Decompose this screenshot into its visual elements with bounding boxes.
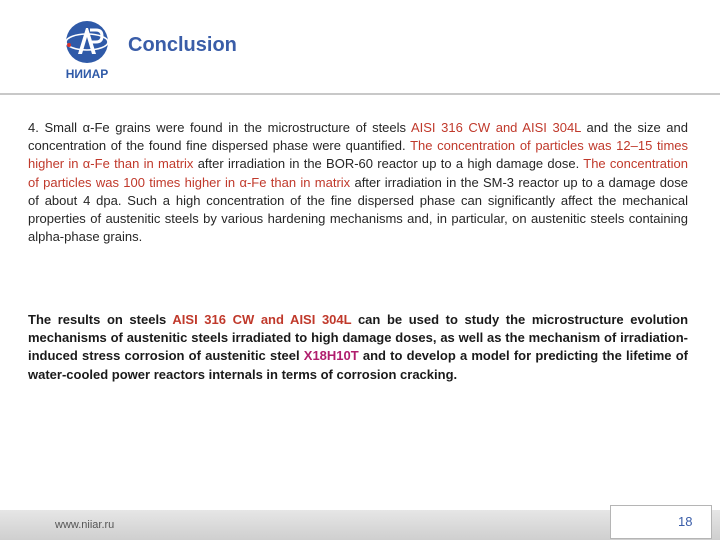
logo-caption: НИИАР [65,67,109,81]
highlight-text: X18H10T [303,348,359,364]
paragraph-1-text: after irradiation in the BOR-60 reactor up to a high damage dose. [193,156,584,172]
header-divider [0,93,720,95]
highlight-text: The concentration of particles was 100 times higher in α-Fe than in matrix [28,156,688,190]
paragraph-1-text: 4. Small [28,120,83,135]
niiar-logo [52,18,122,84]
highlight-text: AISI 316 CW and AISI 304L [172,312,352,327]
page-title: Conclusion [128,34,237,56]
paragraph-1 [28,119,688,246]
footer-url[interactable]: www.niiar.ru [55,519,115,531]
paragraph-2-text: The results on steels [28,312,173,327]
page-number: 18 [678,514,693,529]
paragraph-2-text: and to develop a model for predicting the lifetime of water-cooled power reactors internals in terms of corrosion cracking. [28,348,688,382]
paragraph-1-text: after irradiation in the SM-3 reactor up to a damage dose of about 4 dpa. Such a high concentration of the fine dispersed phase can significantly affect the mechanical properties of austenitic steels by various hardening mechanisms and, in particular, on austenitic steels containing alpha-phase grains. [28,174,688,245]
highlight-text: AISI 316 CW and AISI 304L [410,120,581,135]
paragraph-1-text: α-Fe grains were found in the microstructure of steels [82,120,411,135]
paragraph-2 [28,311,688,384]
niiar-emblem-icon [52,18,122,84]
paragraph-2-text: can be used to study the microstructure evolution mechanisms of austenitic steels irradiated to high damage doses, as well as the mechanism of irradiation-induced stress corrosion of austenitic steel [28,312,689,364]
paragraph-1-text: and the size and concentration of the found fine dispersed phase were quantified. [28,120,688,154]
page-number-box [610,505,712,539]
highlight-text: The concentration of particles was 12–15 times higher in α-Fe than in matrix [28,138,689,172]
